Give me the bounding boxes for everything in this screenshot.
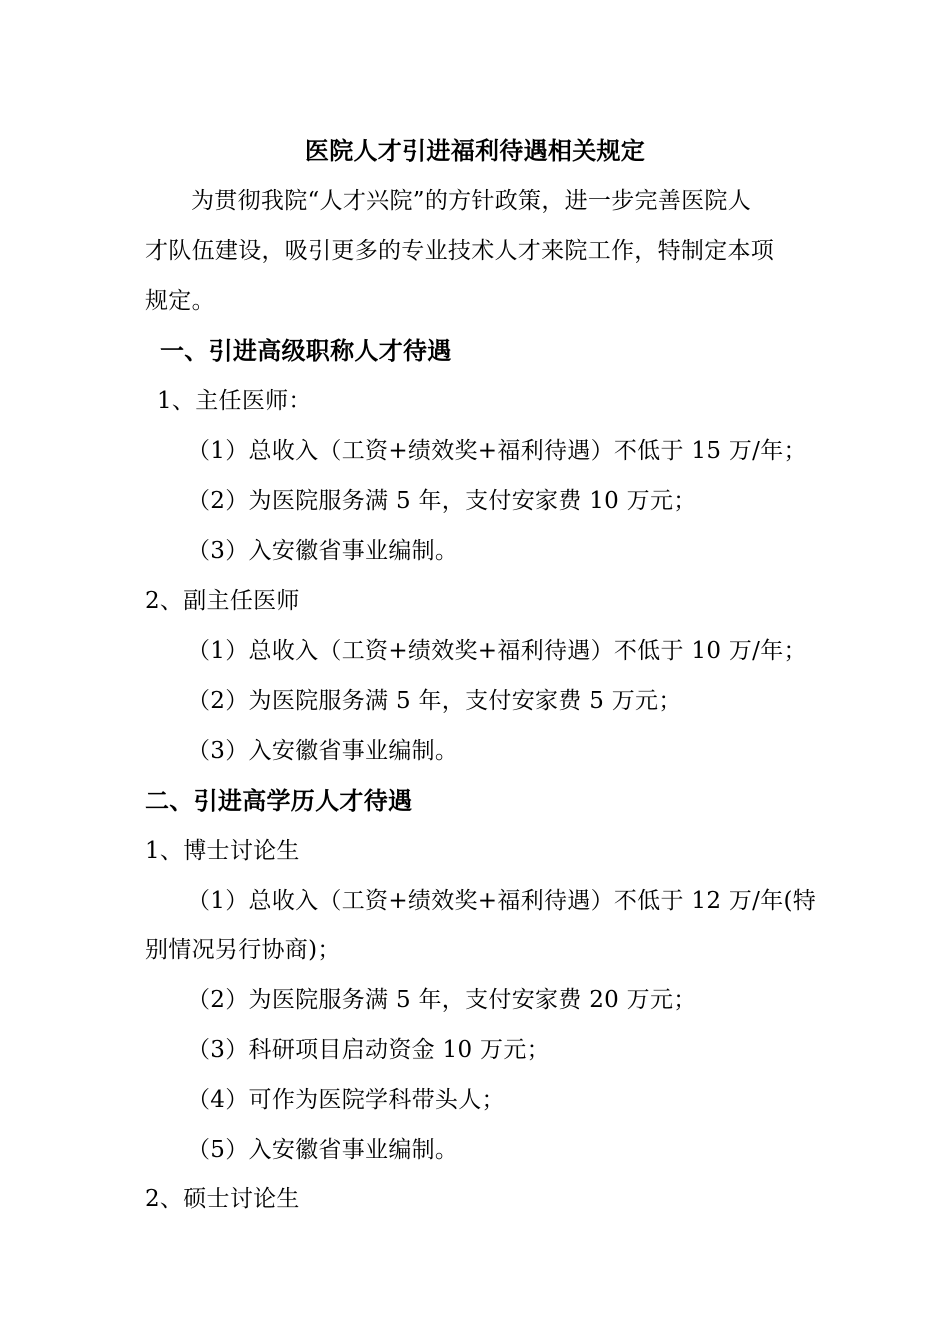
section-1-sub-1-item-3: （3）入安徽省事业编制。 [187, 538, 459, 564]
section-1-sub-2-item-1: （1）总收入（工资+绩效奖+福利待遇）不低于 10 万/年； [187, 638, 807, 664]
section-2-sub-1-item-1-continued: 别情况另行协商)； [145, 937, 341, 963]
section-1-sub-2-item-3: （3）入安徽省事业编制。 [187, 738, 459, 764]
section-2-sub-2-label: 2、硕士讨论生 [145, 1186, 300, 1212]
section-2-sub-1-label: 1、博士讨论生 [145, 838, 300, 864]
section-2-sub-1-item-3: （3）科研项目启动资金 10 万元； [187, 1037, 550, 1063]
section-2-sub-1-item-1: （1）总收入（工资+绩效奖+福利待遇）不低于 12 万/年(特 [187, 888, 817, 914]
document-title: 医院人才引进福利待遇相关规定 [304, 137, 646, 165]
section-1-sub-1-label: 1、主任医师： [157, 388, 312, 414]
section-2-sub-1-item-5: （5）入安徽省事业编制。 [187, 1137, 459, 1163]
section-2-sub-1-item-4: （4）可作为医院学科带头人； [187, 1087, 505, 1113]
section-1-sub-1-item-1: （1）总收入（工资+绩效奖+福利待遇）不低于 15 万/年； [187, 438, 807, 464]
section-1-sub-2-label: 2、副主任医师 [145, 588, 300, 614]
section-1-sub-2-item-2: （2）为医院服务满 5 年，支付安家费 5 万元； [187, 688, 682, 714]
intro-line-3: 规定。 [145, 288, 215, 314]
section-1-heading: 一、引进高级职称人才待遇 [160, 337, 452, 365]
section-1-sub-1-item-2: （2）为医院服务满 5 年，支付安家费 10 万元； [187, 488, 697, 514]
section-2-sub-1-item-2: （2）为医院服务满 5 年，支付安家费 20 万元； [187, 987, 697, 1013]
intro-line-2: 才队伍建设，吸引更多的专业技术人才来院工作，特制定本项 [145, 238, 775, 264]
intro-line-1: 为贯彻我院“人才兴院”的方针政策，进一步完善医院人 [191, 188, 752, 214]
section-2-heading: 二、引进高学历人才待遇 [145, 787, 413, 815]
